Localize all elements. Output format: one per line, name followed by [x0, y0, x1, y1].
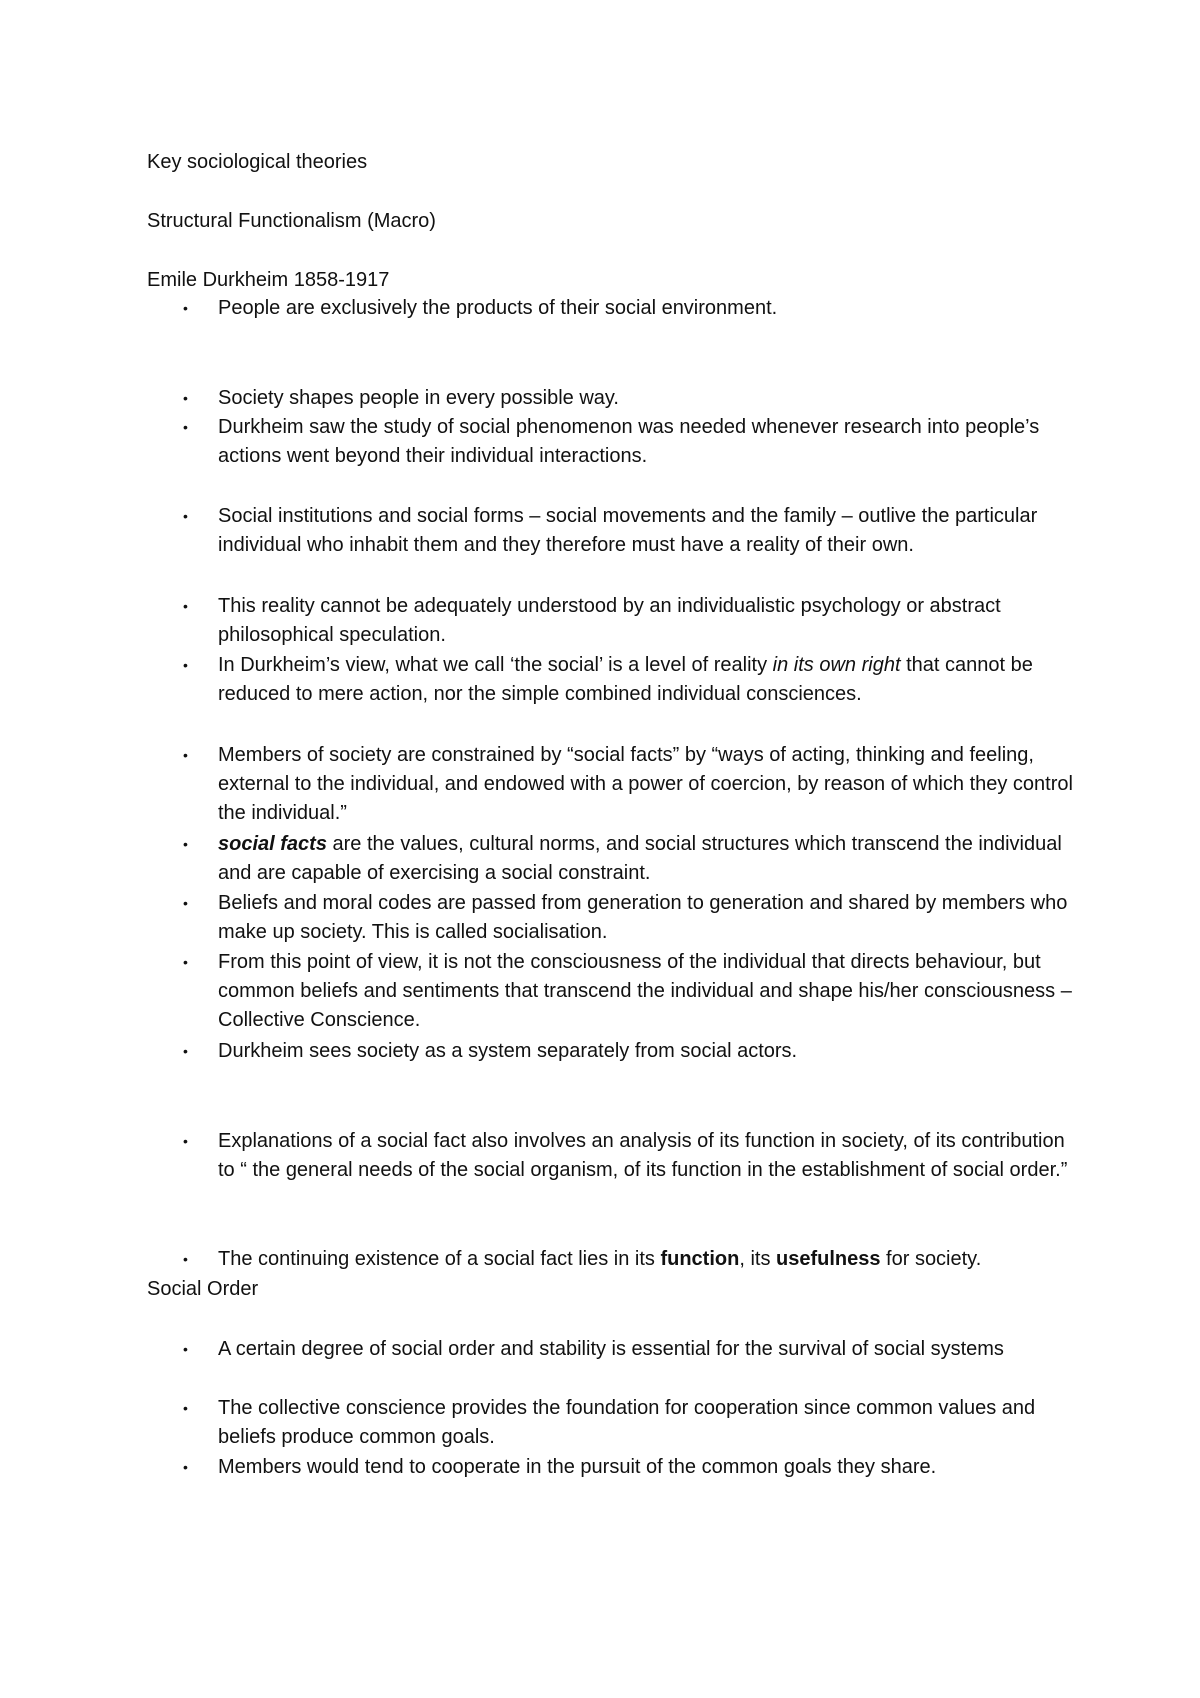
emphasis-text: in its own right	[772, 654, 901, 676]
document-title: Key sociological theories	[147, 151, 368, 173]
bullet-icon: •	[183, 1341, 188, 1357]
bullet-icon: •	[183, 300, 188, 316]
bullet-text-part: that cannot be reduced to mere action, nor the simple combined individual consciences.	[218, 654, 1033, 705]
bullet-text-part: , its	[739, 1248, 776, 1270]
bullet-icon: •	[183, 747, 188, 763]
bullet-icon: •	[183, 1459, 188, 1475]
term-text: social facts	[218, 833, 327, 855]
bullet-icon: •	[183, 836, 188, 852]
bullet-icon: •	[183, 954, 188, 970]
bullet-text: Society shapes people in every possible way.	[218, 387, 619, 409]
bullet-icon: •	[183, 598, 188, 614]
theorist-heading: Emile Durkheim 1858-1917	[147, 269, 390, 291]
bullet-text: Members of society are constrained by “social facts” by “ways of acting, thinking and feeling, external to the individual, and endowed with a power of coercion, by reason of which they control the individual.”	[218, 744, 1073, 824]
bullet-text-part: In Durkheim’s view, what we call ‘the social’ is a level of reality	[218, 654, 773, 676]
bullet-text: Social institutions and social forms – social movements and the family – outlive the particular individual who inhabit them and they therefore must have a reality of their own.	[218, 505, 1038, 556]
section-heading: Social Order	[147, 1278, 259, 1300]
bullet-text: Beliefs and moral codes are passed from generation to generation and shared by members who make up society. This is called socialisation.	[218, 892, 1068, 943]
bullet-text: Explanations of a social fact also involves an analysis of its function in society, of its contribution to “ the general needs of the social organism, of its function in the establishment of social order.”	[218, 1130, 1068, 1181]
bullet-text	[218, 1245, 1078, 1274]
bullet-icon: •	[183, 1251, 188, 1267]
bullet-text	[218, 651, 1078, 709]
bullet-text-part: are the values, cultural norms, and social structures which transcend the individual and are capable of exercising a social constraint.	[218, 833, 1062, 884]
bullet-text: A certain degree of social order and stability is essential for the survival of social systems	[218, 1338, 1004, 1360]
bullet-icon: •	[183, 895, 188, 911]
bullet-text-part: for society.	[880, 1248, 982, 1270]
bullet-icon: •	[183, 1400, 188, 1416]
bullet-text	[218, 830, 1078, 888]
bullet-text: People are exclusively the products of their social environment.	[218, 297, 778, 319]
bullet-text: From this point of view, it is not the consciousness of the individual that directs behaviour, but common beliefs and sentiments that transcend the individual and shape his/her consciousness – Collective Conscience.	[218, 951, 1072, 1031]
bullet-icon: •	[183, 657, 188, 673]
bold-text: usefulness	[776, 1248, 881, 1270]
bullet-icon: •	[183, 419, 188, 435]
bullet-text: Durkheim sees society as a system separately from social actors.	[218, 1040, 798, 1062]
bullet-text-part: The continuing existence of a social fact lies in its	[218, 1248, 661, 1270]
bullet-text: The collective conscience provides the foundation for cooperation since common values and beliefs produce common goals.	[218, 1397, 1036, 1448]
bullet-text: Members would tend to cooperate in the pursuit of the common goals they share.	[218, 1456, 937, 1478]
bullet-icon: •	[183, 1133, 188, 1149]
bullet-text: This reality cannot be adequately understood by an individualistic psychology or abstract philosophical speculation.	[218, 595, 1001, 646]
bullet-icon: •	[183, 390, 188, 406]
bullet-text: Durkheim saw the study of social phenomenon was needed whenever research into people’s actions went beyond their individual interactions.	[218, 416, 1040, 467]
bullet-icon: •	[183, 1043, 188, 1059]
bold-text: function	[660, 1248, 740, 1270]
section-heading: Structural Functionalism (Macro)	[147, 210, 436, 232]
bullet-icon: •	[183, 508, 188, 524]
